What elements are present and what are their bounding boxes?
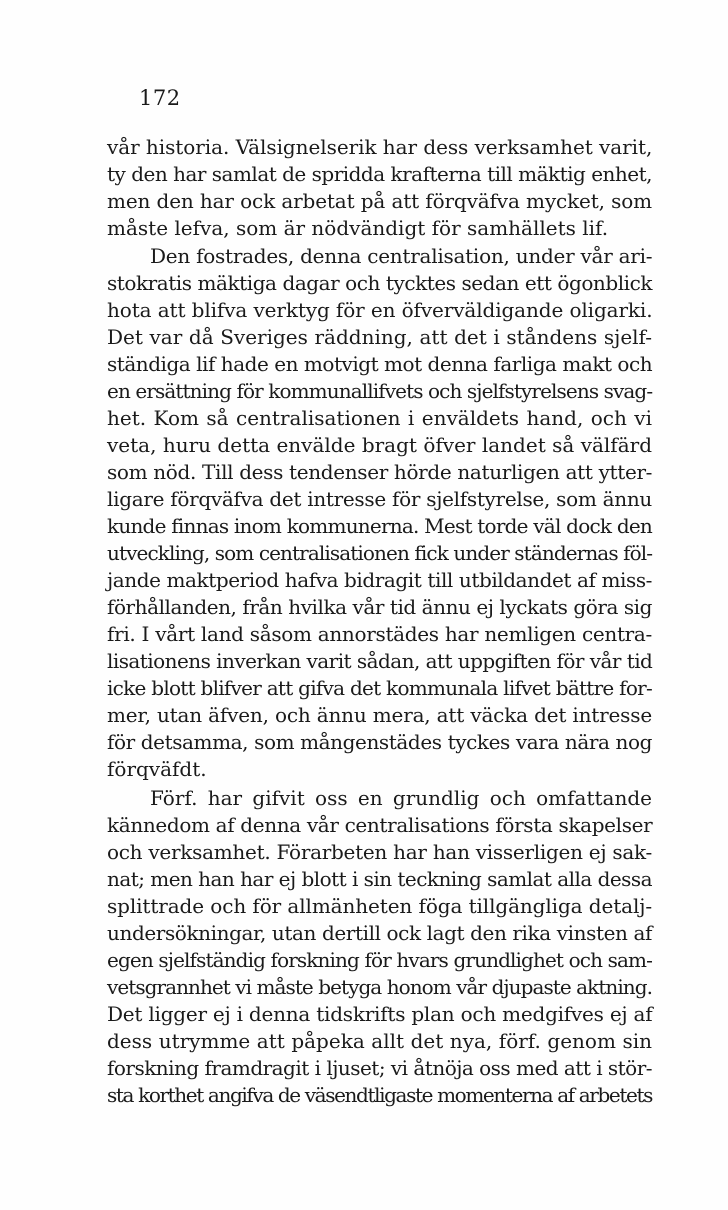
text-line: forskning framdragit i ljuset; vi åtnöja oss med att i stör- <box>107 1056 652 1080</box>
text-line: kännedom af denna vår centralisations första skapelser <box>107 813 653 837</box>
text-line: het. Kom så centralisationen i enväldets hand, och vi <box>107 406 652 430</box>
text-line: utveckling, som centralisationen fick under ständernas föl- <box>107 541 653 565</box>
text-line: lisationens inverkan varit sådan, att uppgiften för vår tid <box>107 649 653 673</box>
text-line: splittrade och för allmänheten föga tillgängliga detalj- <box>107 894 652 918</box>
text-line: fri. I vårt land såsom annorstädes har nemligen centra- <box>107 622 652 646</box>
text-line: Den fostrades, denna centralisation, under vår ari- <box>150 244 653 268</box>
text-line: mer, utan äfven, och ännu mera, att väcka det intresse <box>107 703 652 727</box>
text-line: hota att blifva verktyg för en öfverväldigande oligarki. <box>107 298 653 322</box>
text-line: men den har ock arbetat på att förqväfva mycket, som <box>107 189 652 213</box>
text-line: ty den har samlat de spridda krafterna till mäktig enhet, <box>107 162 652 186</box>
text-line: vetsgrannhet vi måste betyga honom vår djupaste aktning. <box>107 975 652 999</box>
text-line: och verksamhet. Förarbeten har han visserligen ej sak- <box>107 840 652 864</box>
text-line: nat; men han har ej blott i sin teckning samlat alla dessa <box>107 867 652 891</box>
text-line: ligare förqväfva det intresse för sjelfstyrelse, som ännu <box>107 487 652 511</box>
text-line: kunde finnas inom kommunerna. Mest torde väl dock den <box>107 514 653 538</box>
text-line: Det ligger ej i denna tidskrifts plan och medgifves ej af <box>107 1002 653 1026</box>
text-line: måste lefva, som är nödvändigt för samhällets lif. <box>107 216 609 240</box>
text-line: som nöd. Till dess tendenser hörde naturligen att ytter- <box>107 460 653 484</box>
text-line: undersökningar, utan dertill ock lagt den rika vinsten af <box>107 921 652 945</box>
text-line: veta, huru detta envälde bragt öfver landet så välfärd <box>107 433 652 457</box>
text-line: egen sjelfständig forskning för hvars grundlighet och sam- <box>107 948 652 972</box>
text-line: icke blott blifver att gifva det kommunala lifvet bättre for- <box>107 676 652 700</box>
text-line: Förf. har gifvit oss en grundlig och omfattande <box>150 786 652 810</box>
text-line: jande maktperiod hafva bidragit till utbildandet af miss- <box>107 568 652 592</box>
text-line: en ersättning för kommunallifvets och sjelfstyrelsens svag- <box>107 379 653 403</box>
text-line: förhållanden, från hvilka vår tid ännu ej lyckats göra sig <box>107 595 652 619</box>
text-line: ständiga lif hade en motvigt mot denna farliga makt och <box>107 352 653 376</box>
page-number: 172 <box>139 86 181 110</box>
text-line: dess utrymme att påpeka allt det nya, förf. genom sin <box>107 1029 652 1053</box>
text-line: sta korthet angifva de väsendtligaste momenterna af arbetets <box>107 1083 652 1107</box>
text-line: stokratis mäktiga dagar och tycktes sedan ett ögonblick <box>107 271 652 295</box>
text-line: vår historia. Välsignelserik har dess verksamhet varit, <box>107 135 653 159</box>
text-line: Det var då Sveriges räddning, att det i ståndens sjelf- <box>107 325 652 349</box>
text-line: för detsamma, som mångenstädes tyckes vara nära nog <box>107 730 652 754</box>
text-line: förqväfdt. <box>107 757 207 781</box>
